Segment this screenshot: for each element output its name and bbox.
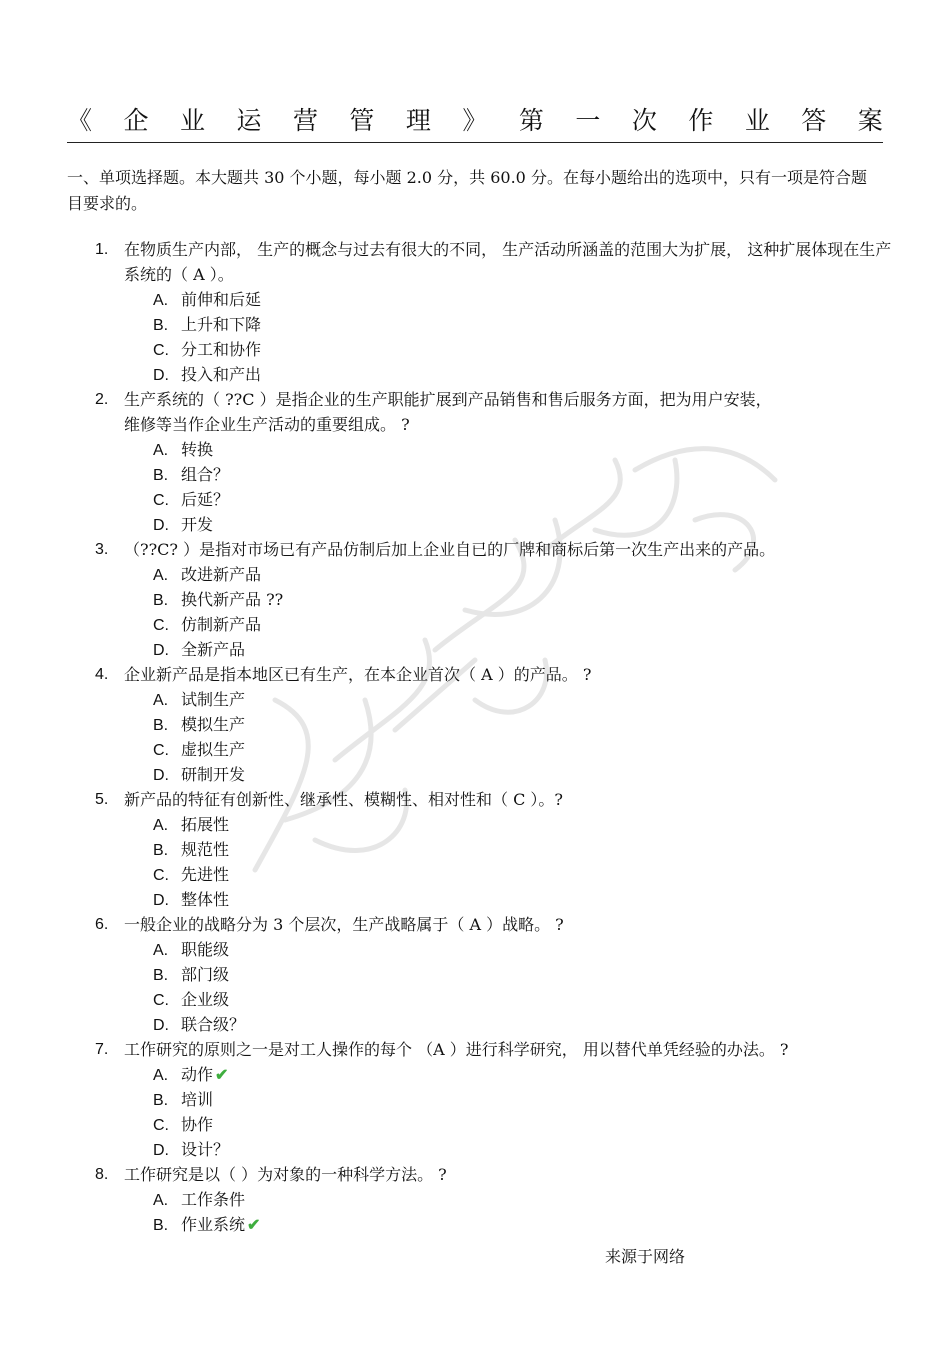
title-char: 答 (801, 106, 827, 135)
question-text: 在物质生产内部， 生产的概念与过去有很大的不同， 生产活动所涵盖的范围大为扩展， 这种扩展体现在生产系统的（ A ）。 (124, 240, 892, 284)
option-letter: B. (153, 717, 169, 734)
title-char: 运 (236, 106, 262, 135)
answer-option (153, 962, 895, 987)
option-letter: A. (153, 817, 169, 834)
option-letter: C. (153, 342, 169, 359)
option-text: 拓展性 (181, 815, 230, 834)
option-text: 协作 (181, 1115, 214, 1134)
option-letter: D. (153, 1017, 169, 1034)
option-text: 职能级 (181, 940, 230, 959)
checkmark-icon: ✔ (247, 1215, 261, 1234)
option-letter: A. (153, 1192, 169, 1209)
option-letter: B. (153, 467, 169, 484)
title-char: 次 (631, 106, 657, 135)
option-text: 模拟生产 (181, 715, 246, 734)
answer-option (153, 512, 895, 537)
option-text: 联合级？ (181, 1015, 246, 1034)
question-item (95, 1162, 895, 1237)
option-letter: C. (153, 742, 169, 759)
question-item (95, 1037, 895, 1162)
option-text: 投入和产出 (181, 365, 262, 384)
answer-option (153, 712, 895, 737)
section-header: 一、单项选择题。本大题共 30 个小题，每小题 2.0 分，共 60.0 分。在每小题给出的选项中，只有一项是符合题目要求的。 (67, 168, 867, 213)
question-text: 新产品的特征有创新性、继承性、模糊性、相对性和（ C ）。? (124, 790, 563, 809)
option-letter: D. (153, 367, 169, 384)
question-item (95, 787, 895, 912)
option-text: 规范性 (181, 840, 230, 859)
option-letter: B. (153, 842, 169, 859)
title-char: 理 (405, 106, 431, 135)
answer-option (153, 637, 895, 662)
question-number: 3. (95, 541, 109, 558)
option-letter: B. (153, 592, 169, 609)
option-letter: A. (153, 567, 169, 584)
answer-option (153, 487, 895, 512)
question-number: 4. (95, 666, 109, 683)
option-text: 分工和协作 (181, 340, 262, 359)
option-letter: B. (153, 1092, 169, 1109)
answer-option (153, 1012, 895, 1037)
answer-option (153, 937, 895, 962)
option-text: 换代新产品 ?? (181, 590, 284, 609)
title-char: 业 (744, 106, 770, 135)
option-letter: A. (153, 692, 169, 709)
option-letter: C. (153, 617, 169, 634)
title-char: 管 (349, 106, 375, 135)
answer-option (153, 587, 895, 612)
answer-option (153, 837, 895, 862)
question-list (95, 237, 895, 1237)
question-item (95, 237, 895, 387)
answer-option (153, 862, 895, 887)
question-item (95, 387, 895, 537)
answer-option (153, 562, 895, 587)
option-letter: C. (153, 1117, 169, 1134)
option-text: 后延？ (181, 490, 230, 509)
title-char: 作 (688, 106, 714, 135)
question-text: 生产系统的（ ??C ）是指企业的生产职能扩展到产品销售和售后服务方面，把为用户安装， 维修等当作企业生产活动的重要组成。 ? (124, 390, 772, 434)
option-text: 试制生产 (181, 690, 246, 709)
title-char: 业 (179, 106, 205, 135)
option-text: 组合？ (181, 465, 230, 484)
answer-option (153, 1087, 895, 1112)
answer-option (153, 737, 895, 762)
answer-option (153, 987, 895, 1012)
option-letter: D. (153, 517, 169, 534)
option-text: 虚拟生产 (181, 740, 246, 759)
option-text: 改进新产品 (181, 565, 262, 584)
title-char: 》 (462, 106, 488, 135)
title-char: 第 (518, 106, 544, 135)
option-text: 工作条件 (181, 1190, 246, 1209)
option-text: 开发 (181, 515, 214, 534)
answer-option (153, 362, 895, 387)
question-number: 7. (95, 1041, 109, 1058)
question-item (95, 662, 895, 787)
option-letter: C. (153, 867, 169, 884)
title-char: 营 (292, 106, 318, 135)
answer-option (153, 312, 895, 337)
option-letter: B. (153, 1217, 169, 1234)
source-note: 来源于网络 (605, 1247, 686, 1266)
option-text: 研制开发 (181, 765, 246, 784)
question-text: 工作研究是以（ ）为对象的一种科学方法。 ? (124, 1165, 447, 1184)
question-text: 工作研究的原则之一是对工人操作的每个 （A ）进行科学研究， 用以替代单凭经验的办法。 ? (124, 1040, 789, 1059)
document-title (67, 98, 883, 140)
option-letter: A. (153, 942, 169, 959)
title-char: 案 (857, 106, 883, 135)
option-letter: A. (153, 442, 169, 459)
question-text: 企业新产品是指本地区已有生产，在本企业首次（ A ）的产品。 ? (124, 665, 592, 684)
answer-option (153, 1212, 895, 1237)
option-text: 上升和下降 (181, 315, 262, 334)
option-text: 作业系统 (181, 1215, 246, 1234)
question-number: 8. (95, 1166, 109, 1183)
option-letter: B. (153, 317, 169, 334)
option-text: 设计？ (181, 1140, 230, 1159)
option-text: 整体性 (181, 890, 230, 909)
answer-option (153, 1062, 895, 1087)
option-text: 仿制新产品 (181, 615, 262, 634)
option-letter: D. (153, 767, 169, 784)
answer-option (153, 687, 895, 712)
question-number: 2. (95, 391, 109, 408)
option-text: 培训 (181, 1090, 214, 1109)
option-letter: C. (153, 492, 169, 509)
option-text: 动作 (181, 1065, 214, 1084)
option-text: 先进性 (181, 865, 230, 884)
option-letter: A. (153, 292, 169, 309)
question-item (95, 912, 895, 1037)
option-text: 部门级 (181, 965, 230, 984)
option-letter: A. (153, 1067, 169, 1084)
answer-option (153, 1187, 895, 1212)
answer-option (153, 612, 895, 637)
option-letter: C. (153, 992, 169, 1009)
answer-option (153, 762, 895, 787)
answer-option (153, 337, 895, 362)
option-letter: B. (153, 967, 169, 984)
option-text: 转换 (181, 440, 214, 459)
question-number: 5. (95, 791, 109, 808)
title-divider (67, 142, 883, 143)
question-number: 6. (95, 916, 109, 933)
answer-option (153, 287, 895, 312)
question-number: 1. (95, 241, 109, 258)
option-text: 全新产品 (181, 640, 246, 659)
question-text: 一般企业的战略分为 3 个层次，生产战略属于（ A ）战略。 ? (124, 915, 564, 934)
answer-option (153, 1137, 895, 1162)
option-text: 企业级 (181, 990, 230, 1009)
answer-option (153, 462, 895, 487)
option-text: 前伸和后延 (181, 290, 262, 309)
answer-option (153, 437, 895, 462)
checkmark-icon: ✔ (215, 1065, 229, 1084)
title-char: 企 (123, 106, 149, 135)
answer-option (153, 1112, 895, 1137)
option-letter: D. (153, 892, 169, 909)
answer-option (153, 812, 895, 837)
title-char: 《 (67, 106, 93, 135)
question-item (95, 537, 895, 662)
title-char: 一 (575, 106, 601, 135)
option-letter: D. (153, 1142, 169, 1159)
answer-option (153, 887, 895, 912)
question-text: （??C? ）是指对市场已有产品仿制后加上企业自已的厂牌和商标后第一次生产出来的产品。 (124, 540, 776, 559)
option-letter: D. (153, 642, 169, 659)
